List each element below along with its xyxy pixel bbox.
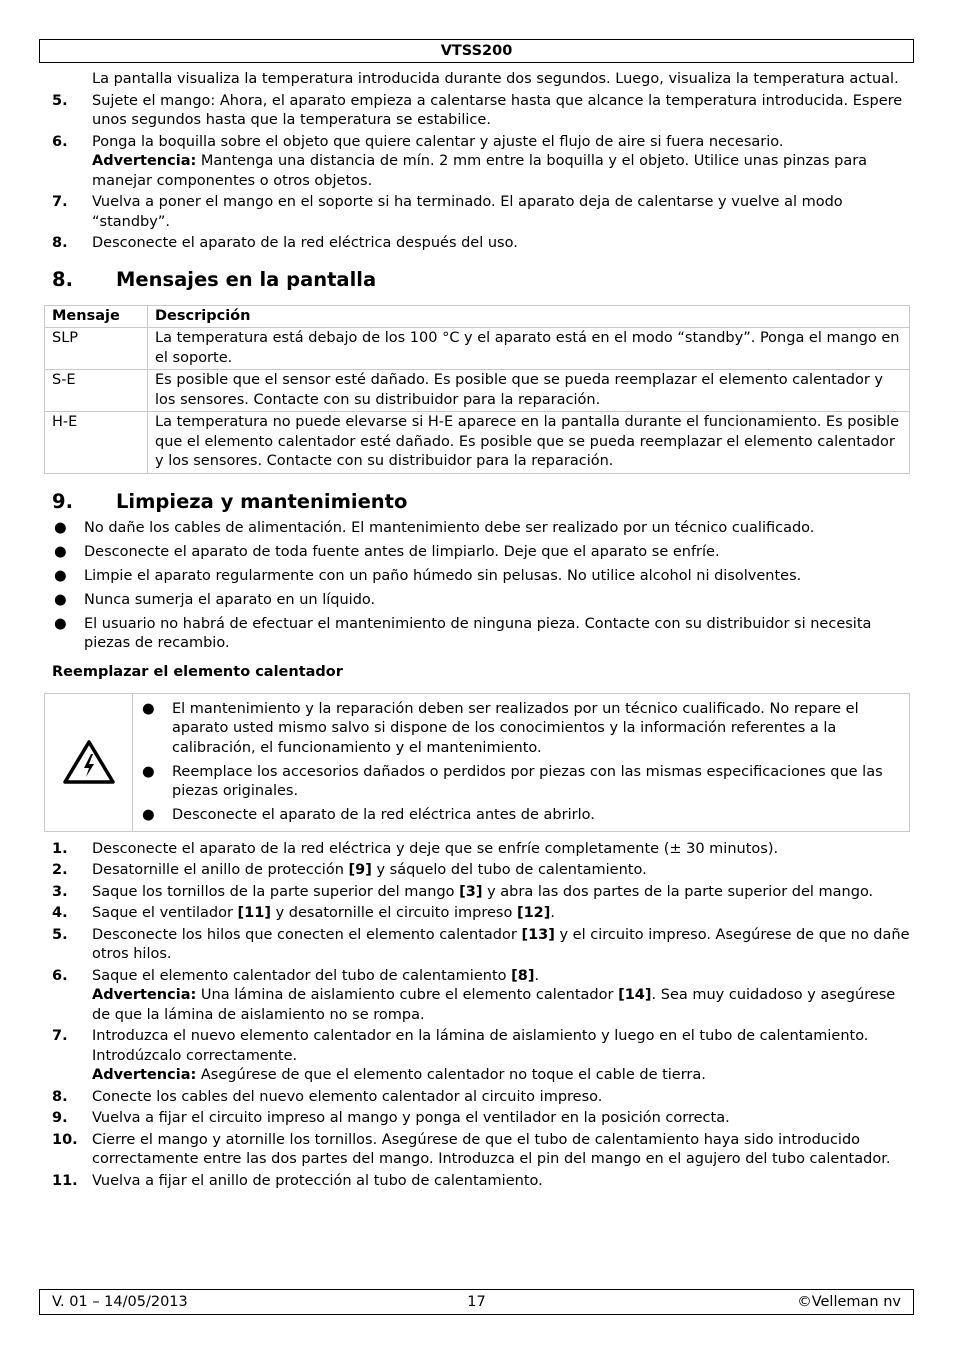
list-item: ● Reemplace los accesorios dañados o perdidos por piezas con las mismas especificaciones que las piezas originales. [142, 763, 883, 799]
column-header: Mensaje [45, 305, 148, 328]
warning-label: Advertencia: [92, 153, 197, 169]
list-item: 7. Introduzca el nuevo elemento calentador en la lámina de aislamiento y luego en el tubo de calentamiento. Introdúzcalo correctamente. Advertencia: Asegúrese de que el elemento calentador no toque el cable de tierra. [52, 1028, 869, 1083]
messages-table [44, 305, 910, 474]
list-item: ● Desconecte el aparato de toda fuente antes de limpiarlo. Deje que el aparato se enfríe. [54, 543, 720, 560]
usage-steps [52, 92, 910, 254]
subheading: Reemplazar el elemento calentador [52, 663, 343, 680]
section-heading-8: 8. Mensajes en la pantalla [52, 267, 377, 291]
list-item: ● El mantenimiento y la reparación deben ser realizados por un técnico cualificado. No repare el aparato usted mismo salvo si dispone de los conocimientos y la información referentes a la calibración, el funcionamiento y el mantenimiento. [142, 700, 859, 756]
warning-icon-cell [45, 694, 133, 831]
list-item: 8. Conecte los cables del nuevo elemento calentador al circuito impreso. [52, 1088, 603, 1105]
table-row [45, 412, 910, 474]
list-item: ● El usuario no habrá de efectuar el mantenimiento de ninguna pieza. Contacte con su distribuidor si necesita piezas de recambio. [54, 615, 872, 651]
list-item: ● Desconecte el aparato de la red eléctrica antes de abrirlo. [142, 807, 595, 823]
table-cell: La temperatura está debajo de los 100 °C y el aparato está en el modo “standby”. Ponga el mango en el soporte. [148, 328, 910, 370]
list-item: ● No dañe los cables de alimentación. El mantenimiento debe ser realizado por un técnico cualificado. [54, 519, 815, 536]
list-item: 3. Saque los tornillos de la parte superior del mango [3] y abra las dos partes de la parte superior del mango. [52, 883, 874, 900]
list-item: 6. Ponga la boquilla sobre el objeto que quiere calentar y ajuste el flujo de aire si fuera necesario. Advertencia: Mantenga una distancia de mín. 2 mm entre la boquilla y el objeto. Utilice unas pinzas para manejar componentes o otros objetos. [52, 133, 868, 189]
table-cell: SLP [45, 328, 148, 370]
table-row [45, 370, 910, 412]
table-cell: Es posible que el sensor esté dañado. Es posible que se pueda reemplazar el elemento calentador y los sensores. Contacte con su distribuidor para la reparación. [148, 370, 910, 412]
list-item: 4. Saque el ventilador [11] y desatornille el circuito impreso [12]. [52, 905, 555, 921]
list-item: 7. Vuelva a poner el mango en el soporte si ha terminado. El aparato deja de calentarse y vuelve al modo “standby”. [52, 194, 843, 230]
page-header: VTSS200 [39, 39, 914, 63]
list-item: 9. Vuelva a fijar el circuito impreso al mango y ponga el ventilador en la posición correcta. [52, 1110, 730, 1126]
column-header: Descripción [148, 305, 910, 328]
list-item: 5. Sujete el mango: Ahora, el aparato empieza a calentarse hasta que alcance la temperatura introducida. Espere unos segundos hasta que la temperatura se estabilice. [52, 92, 903, 128]
section-heading-9: 9. Limpieza y mantenimiento [52, 489, 408, 513]
warning-bullets [140, 700, 901, 826]
list-item: 2. Desatornille el anillo de protección [9] y sáquelo del tubo de calentamiento. [52, 862, 647, 878]
list-item: 5. Desconecte los hilos que conecten el elemento calentador [13] y el circuito impreso. Asegúrese de que no dañe otros hilos. [52, 926, 910, 962]
footer-page-number: 17 [467, 1294, 486, 1310]
list-item: 8. Desconecte el aparato de la red eléctrica después del uso. [52, 235, 518, 251]
list-item: 11. Vuelva a fijar el anillo de protección al tubo de calentamiento. [52, 1172, 543, 1189]
warning-box [44, 693, 910, 832]
page-content [52, 70, 910, 1193]
table-header-row [45, 305, 910, 328]
list-item: 1. Desconecte el aparato de la red eléctrica y deje que se enfríe completamente (± 30 minutos). [52, 840, 779, 857]
footer-copyright: ©Velleman nv [797, 1294, 901, 1310]
intro-paragraph: La pantalla visualiza la temperatura introducida durante dos segundos. Luego, visualiza la temperatura actual. [92, 71, 899, 87]
replace-steps [52, 840, 910, 1192]
list-item: 6. Saque el elemento calentador del tubo de calentamiento [8]. Advertencia: Una lámina de aislamiento cubre el elemento calentador [14]. Sea muy cuidadoso y asegúrese de que la lámina de aislamiento no se rompa. [52, 967, 896, 1023]
table-cell: H-E [45, 412, 148, 474]
table-cell: S-E [45, 370, 148, 412]
list-item: ● Limpie el aparato regularmente con un paño húmedo sin pelusas. No utilice alcohol ni disolventes. [54, 567, 802, 584]
footer-version: V. 01 – 14/05/2013 [52, 1294, 188, 1310]
high-voltage-warning-icon [62, 739, 116, 785]
list-item: ● Nunca sumerja el aparato en un líquido. [54, 591, 376, 608]
page-footer [39, 1289, 914, 1315]
table-row [45, 328, 910, 370]
table-cell: La temperatura no puede elevarse si H-E aparece en la pantalla durante el funcionamiento. Es posible que el elemento calentador esté dañado. Es posible que se pueda reemplazar el elemento calentador y los sensores. Contacte con su distribuidor para la reparación. [148, 412, 910, 474]
list-item: 10. Cierre el mango y atornille los tornillos. Asegúrese de que el tubo de calentamiento haya sido introducido correctamente entre las dos partes del mango. Introduzca el pin del mango en el agujero del tubo calentador. [52, 1131, 891, 1167]
cleaning-bullets [52, 519, 910, 654]
